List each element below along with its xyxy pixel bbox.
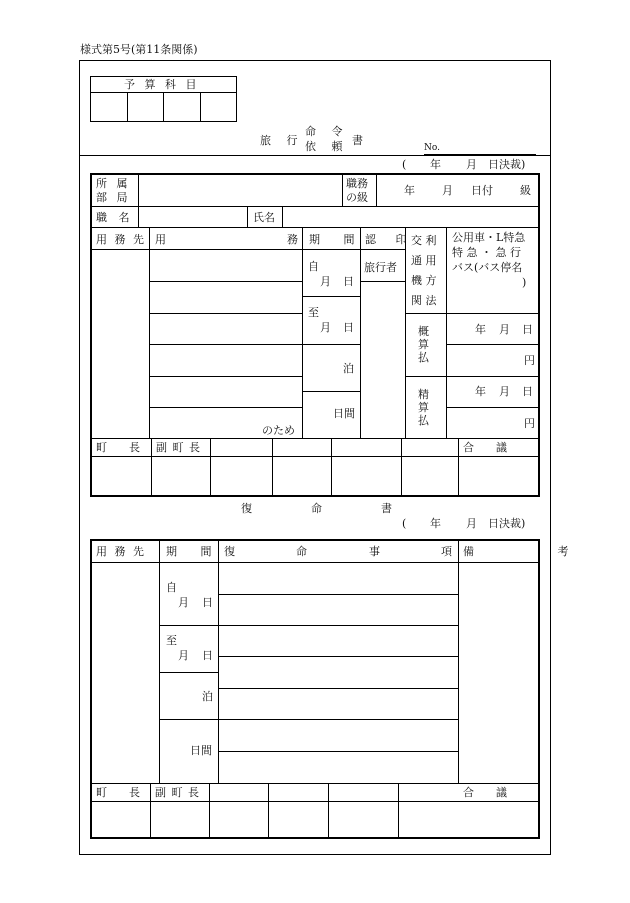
report-destination-label: 用 務 先 bbox=[96, 545, 146, 558]
settle-yen: 円 bbox=[524, 417, 535, 430]
estimate-date-year: 年 bbox=[475, 323, 486, 336]
report-from-label: 自 bbox=[166, 581, 177, 594]
report-content-label-3: 事 bbox=[369, 545, 380, 558]
transport-option-1: 公用車・L特急 bbox=[452, 231, 526, 244]
report-decision-year: 年 bbox=[430, 517, 441, 530]
report-decision-day: 日決裁) bbox=[488, 517, 526, 530]
report-content-label-2: 命 bbox=[296, 545, 307, 558]
business-label-right: 務 bbox=[287, 233, 298, 246]
budget-title: 予 算 科 目 bbox=[124, 78, 200, 91]
to-label: 至 bbox=[308, 306, 319, 319]
destination-label: 用 務 先 bbox=[96, 233, 146, 246]
report-from-day: 日 bbox=[202, 596, 213, 609]
report-decision-paren: ( bbox=[402, 517, 407, 530]
report-content-label-1: 復 bbox=[224, 545, 235, 558]
report-title-right: 書 bbox=[381, 502, 392, 515]
estimate-yen: 円 bbox=[524, 354, 535, 367]
report-title-left: 復 bbox=[241, 502, 252, 515]
estimate-date-month: 月 bbox=[499, 323, 510, 336]
job-title-label: 職 名 bbox=[96, 211, 134, 224]
days-label: 日間 bbox=[333, 407, 355, 420]
settle-label-3: 払 bbox=[418, 414, 429, 427]
transport-option-3: バス(バス停名 bbox=[452, 261, 523, 274]
report-content-label-4: 項 bbox=[441, 545, 452, 558]
estimate-label-2: 算 bbox=[418, 338, 429, 351]
to-month: 月 bbox=[320, 321, 331, 334]
order-title-right: 書 bbox=[352, 134, 363, 147]
report-nights-label: 泊 bbox=[202, 690, 213, 703]
settle-date-month: 月 bbox=[499, 385, 510, 398]
order-title-top: 命 令 bbox=[305, 125, 349, 138]
name-label: 氏名 bbox=[253, 211, 275, 224]
settle-date-year: 年 bbox=[475, 385, 486, 398]
mayor-label: 町 長 bbox=[96, 441, 140, 454]
report-days-label: 日間 bbox=[190, 744, 212, 757]
estimate-label-3: 払 bbox=[418, 351, 429, 364]
purpose-suffix: のため bbox=[262, 424, 295, 437]
transport-label-4: 関 法 bbox=[411, 294, 437, 307]
grade-label-1: 職務 bbox=[346, 177, 368, 190]
report-decision-month: 月 bbox=[466, 517, 477, 530]
business-label-left: 用 bbox=[155, 233, 166, 246]
report-period-label: 期 間 bbox=[166, 545, 222, 558]
traveler-label: 旅行者 bbox=[364, 261, 397, 274]
estimate-date-day: 日 bbox=[522, 323, 533, 336]
report-vice-mayor-label: 副 町 長 bbox=[155, 786, 200, 799]
dept-label-1: 所 属 bbox=[96, 177, 131, 190]
form-label: 様式第5号(第11条関係) bbox=[80, 43, 198, 56]
estimate-label-1: 概 bbox=[418, 325, 429, 338]
vice-mayor-label: 副 町 長 bbox=[156, 441, 201, 454]
number-label: No. bbox=[424, 143, 440, 153]
report-mayor-label: 町 長 bbox=[96, 786, 140, 799]
order-title-bottom: 依 頼 bbox=[305, 140, 349, 153]
transport-label-3: 機 方 bbox=[411, 274, 437, 287]
nights-label: 泊 bbox=[343, 362, 354, 375]
decision-year: 年 bbox=[430, 158, 441, 171]
from-label: 自 bbox=[308, 260, 319, 273]
decision-day: 日決裁) bbox=[488, 158, 526, 171]
approval-label: 認 印 bbox=[365, 233, 415, 246]
transport-option-2: 特 急 ・ 急 行 bbox=[452, 246, 521, 259]
transport-option-4: ) bbox=[522, 276, 527, 289]
grade-month: 月 bbox=[442, 184, 453, 197]
to-day: 日 bbox=[343, 321, 354, 334]
council-label: 合 議 bbox=[463, 441, 507, 454]
report-to-month: 月 bbox=[178, 649, 189, 662]
transport-label-2: 通 用 bbox=[411, 254, 437, 267]
report-remarks-label: 備 考 bbox=[463, 545, 609, 558]
settle-label-1: 精 bbox=[418, 388, 429, 401]
grade-day: 日付 bbox=[471, 184, 493, 197]
decision-month: 月 bbox=[466, 158, 477, 171]
settle-date-day: 日 bbox=[522, 385, 533, 398]
grade-label-2: の級 bbox=[346, 191, 368, 204]
decision-paren: ( bbox=[402, 158, 407, 171]
transport-label-1: 交 利 bbox=[411, 234, 437, 247]
report-title-mid: 命 bbox=[311, 502, 322, 515]
title-separator bbox=[79, 155, 551, 156]
report-to-day: 日 bbox=[202, 649, 213, 662]
dept-label-2: 部 局 bbox=[96, 191, 131, 204]
grade-year: 年 bbox=[404, 184, 415, 197]
report-from-month: 月 bbox=[178, 596, 189, 609]
period-label: 期 間 bbox=[309, 233, 365, 246]
report-to-label: 至 bbox=[166, 634, 177, 647]
settle-label-2: 算 bbox=[418, 401, 429, 414]
order-title-left: 旅 行 bbox=[260, 134, 304, 147]
grade-suffix: 級 bbox=[520, 184, 531, 197]
from-month: 月 bbox=[320, 275, 331, 288]
report-council-label: 合 議 bbox=[463, 786, 507, 799]
from-day: 日 bbox=[343, 275, 354, 288]
